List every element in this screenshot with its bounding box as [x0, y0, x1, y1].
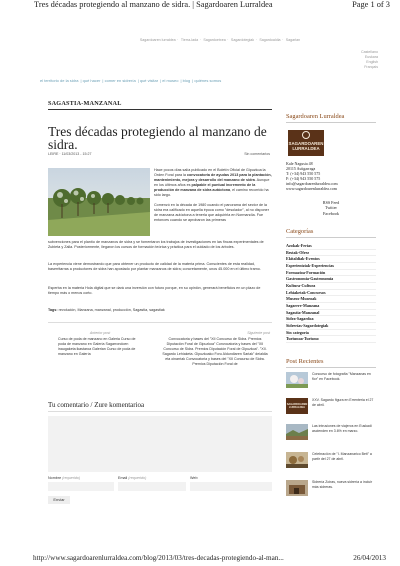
recent-post[interactable]	[286, 480, 376, 504]
recent-post-title: Sidrería Zoiras, nueva sidrería a incluir más sidreras.	[312, 480, 373, 489]
facebook-link[interactable]: Facebook	[323, 210, 339, 216]
name-required: (requerido)	[62, 476, 81, 480]
sidebar-title: Sagardoaren Lurraldea	[286, 113, 345, 120]
next-post[interactable]	[160, 331, 270, 367]
categories-divider	[286, 237, 376, 238]
print-footer	[0, 552, 400, 564]
phone-line: T: (+34) 943 550 575	[286, 171, 321, 176]
category-item[interactable]: Formazioa-Formación	[286, 270, 376, 277]
orchard-image-icon	[48, 168, 150, 236]
intro-text: . Aunque en los últimos años es	[154, 178, 270, 188]
logo-line: SAGARDOAREN	[288, 141, 324, 146]
landscape-photo-icon	[286, 424, 308, 440]
quality-text: La experiencia viene demostrando que para obtener un producto de calidad de la materia prima. Conscientes de esta realidad, baserritarras a productores de sidra han apostado por plantar manzanos de sidra; concretamente, unos 45.000 en el último tramo.	[48, 262, 261, 272]
category-item[interactable]: Gastronomia-Gastronomía	[286, 276, 376, 283]
address-line: Kale Nagusia 48	[286, 161, 313, 166]
category-item[interactable]: Sin categoría	[286, 330, 376, 337]
email-required: (requerido)	[128, 476, 147, 480]
category-item[interactable]: Sagastia-Manzanal	[286, 310, 376, 317]
mainnav-item[interactable]: comer en sidrería	[104, 78, 136, 83]
social-links	[286, 200, 376, 216]
comments-link[interactable]: Sin comentarios	[244, 152, 270, 156]
lang-euskara[interactable]: Euskara	[364, 55, 378, 59]
print-page-number: Page 1 of 3	[352, 0, 390, 9]
topnav-link[interactable]: Sagardoaldia	[259, 38, 281, 42]
investment-text: Esperba en la materia Hola digital que se dará una inversión con futuro porque, en su opinión, generará beneficios en un plazo de tiempo más o menos corto.	[48, 286, 261, 296]
print-date: 26/04/2013	[353, 554, 386, 562]
language-switcher	[348, 50, 378, 70]
tags-list[interactable]: revolución, Manzana, manzanal, producción, Sagastia, sagastiak	[58, 308, 165, 312]
intro-bold: convocatoria de ayudas 2013 para la plantación, mantenimiento, mejora y desarrollo del manzano de sidra	[154, 173, 272, 183]
category-list	[286, 243, 376, 343]
print-header	[0, 0, 400, 10]
category-item[interactable]: Sidra-Sagardoa	[286, 316, 376, 323]
email-label-text: Email	[118, 476, 128, 480]
post-title: Tres décadas protegiendo al manzano de sidra.	[48, 124, 267, 152]
brand-logo	[288, 130, 324, 156]
section-divider	[48, 109, 272, 110]
comment-divider	[48, 411, 272, 412]
mainnav-item[interactable]: qué hacer	[82, 78, 101, 83]
event-photo-icon	[286, 452, 308, 468]
orchard-photo	[48, 168, 150, 236]
cider-house-photo-icon	[286, 480, 308, 496]
mainnav-item[interactable]: qué visitar	[139, 78, 159, 83]
main-navigation: el territorio de la sidra | qué hacer | comer en sidrería | qué visitar | el museo | blog | quiénes somos	[40, 78, 222, 83]
category-item[interactable]: Lehiaketak-Concursos	[286, 290, 376, 297]
post-meta	[48, 152, 270, 156]
previous-post[interactable]	[58, 331, 142, 357]
email-field[interactable]	[118, 482, 186, 491]
topnav-link[interactable]: Sagardoaren lurraldea	[139, 38, 176, 42]
logo-thumb-text: LURRALDEA	[288, 406, 306, 410]
recent-post[interactable]	[286, 398, 376, 422]
post-author-date: LEIRE · 11/03/2013 - 15:27	[48, 152, 92, 156]
fax-line: F: (+34) 943 550 575	[286, 176, 321, 181]
website-link[interactable]: www.sagardoarenlurraldea.com	[286, 186, 337, 191]
flower-photo-icon	[286, 372, 308, 388]
topnav-link[interactable]: Sagarlan	[285, 38, 301, 42]
category-item[interactable]: Sagarrre-Manzana	[286, 303, 376, 310]
apple-icon	[302, 131, 310, 139]
history-text-cont: subvenciones para el plantío de manzanos de sidra y se fomentaron los trabajos de investigaciones en las fincas experimentales de Zubieta y Zalla. Posteriormente, llegaron los cursos de formación teórica y práctica para el cuidado de los árboles.	[48, 240, 264, 250]
previous-post-label: Anterior post	[89, 331, 111, 335]
name-field[interactable]	[48, 482, 114, 491]
next-post-label: Siguiente post	[247, 331, 270, 335]
lang-castellano[interactable]: Castellano	[361, 50, 378, 54]
mainnav-item[interactable]: quiénes somos	[194, 78, 222, 83]
categories-title: Categorías	[286, 228, 314, 235]
logo-thumbnail	[286, 398, 308, 414]
recent-post-title: XXV. Sagardo figura en Errenteria el 27 de abril.	[312, 398, 374, 407]
mainnav-item[interactable]: el museo	[162, 78, 179, 83]
recent-posts-title: Post Recientes	[286, 358, 324, 365]
topnav-link[interactable]: Sagardoetxea	[203, 38, 226, 42]
next-post-text: Convocatoria y bases del "XII Concurso de Sidra. Premios Diputación Foral de Gipuzkoa" Convocatoria y bases del "XII Concurso de Sidra. Premios Diputación Foral de Gipuzkoa". "XII. Sagardo Lehiaketa. Gipuzkoako Foru Aldundiaren Sariak" deialdia eta oinarriak Convocatoria y bases del "XII Concurso de Sidra. Premios Diputación Foral de	[162, 337, 268, 366]
recent-post[interactable]	[286, 372, 376, 396]
topnav-link[interactable]: Tierra-lada	[180, 38, 199, 42]
name-label-text: Nombre	[48, 476, 62, 480]
post-divider	[48, 322, 272, 323]
intro-text: Hace pocos días salía publicado en el Boletín Oficial de Gipuzkoa la Orden Foral para la	[154, 168, 266, 178]
rss-link[interactable]: RSS Feed	[322, 200, 340, 205]
post-tags	[48, 308, 272, 312]
web-label: Web	[190, 476, 198, 480]
category-item[interactable]: Esperientziak-Experiencias	[286, 263, 376, 270]
lang-francais[interactable]: Français	[364, 65, 378, 69]
recent-post-title: Las intrusiones de viajeros en Euskadi ascienden en 3.6% en marzo.	[312, 424, 372, 433]
logo-line: LURRALDEA	[292, 146, 320, 151]
mainnav-item[interactable]: blog	[182, 78, 191, 83]
comment-textarea[interactable]	[48, 416, 272, 472]
recent-post[interactable]	[286, 452, 376, 476]
recent-post-title: Concurso de fotografía "Manzanas en flor" en Facebook.	[312, 372, 371, 381]
name-label	[48, 476, 80, 480]
category-item[interactable]: Museos-Museoak	[286, 296, 376, 303]
category-item[interactable]: Azokak-Ferias	[286, 243, 376, 250]
logo-thumb-text: SAGARDOAREN	[286, 403, 308, 406]
category-item[interactable]: Sidrerías-Sagardotegiak	[286, 323, 376, 330]
category-item[interactable]: Ekitaldiak-Eventos	[286, 256, 376, 263]
category-item[interactable]: Turismoa-Turismo	[286, 336, 376, 343]
web-field[interactable]	[190, 482, 272, 491]
comment-form-title: Tu comentario / Zure komentarioa	[48, 401, 145, 409]
print-url: http://www.sagardoarenlurraldea.com/blog/2013/03/tres-decadas-protegiendo-al-man...	[33, 554, 284, 562]
recent-post-title: Celebración de "I. Manzanarico Beti" a partir del 27 de abril.	[312, 452, 372, 461]
history-text: Comenzó en la década de 1980 cuando el panorama del sector de la sidra era calificado en aquella época como "desolador", al no disponer de manzana autóctona a tenerla que adquirirla en Normandía. Fue entonces cuando se aprobaron las primeras	[154, 202, 269, 222]
intro-text: , el camino recorrido ha sido largo.	[154, 188, 269, 198]
contact-info	[286, 161, 376, 191]
previous-post-text: Curso de poda de manzano en Galeria Curso de poda de manzano en Galería Sagarrondoen inaugaketa ikastaroa Galerian Curso de poda de manzano en Galería	[58, 337, 136, 356]
intro-bold: palpable el puntual incremento de la producción de manzana de sidra autóctona	[154, 183, 256, 193]
address-line: 20115 Astigarraga	[286, 166, 316, 171]
recent-divider	[286, 367, 376, 368]
email-label	[118, 476, 146, 480]
category-item[interactable]: Kultura-Cultura	[286, 283, 376, 290]
print-page-title: Tres décadas protegiendo al manzano de sidra. | Sagardoaren Lurraldea	[34, 0, 273, 9]
tags-label: Tags:	[48, 308, 58, 312]
lang-english[interactable]: English	[366, 60, 378, 64]
section-title: SAGASTIA-MANZANAL	[48, 100, 122, 107]
submit-button[interactable]: Enviar	[48, 496, 70, 504]
twitter-link[interactable]: Twitter	[325, 205, 337, 211]
email-link[interactable]: info@sagardoarenlurraldea.com	[286, 181, 338, 186]
top-navigation: Sagardoaren lurraldea · Tierra-lada · Sagardoetxea · Sagardotegiak · Sagardoaldia · Sagarlan	[139, 38, 301, 42]
recent-post[interactable]	[286, 424, 376, 448]
sidebar-divider	[286, 122, 376, 123]
mainnav-item[interactable]: el territorio de la sidra	[40, 78, 79, 83]
post-intro-text	[154, 168, 272, 223]
topnav-link[interactable]: Sagardotegiak	[230, 38, 255, 42]
category-item[interactable]: Bestak-Ofrez	[286, 250, 376, 257]
